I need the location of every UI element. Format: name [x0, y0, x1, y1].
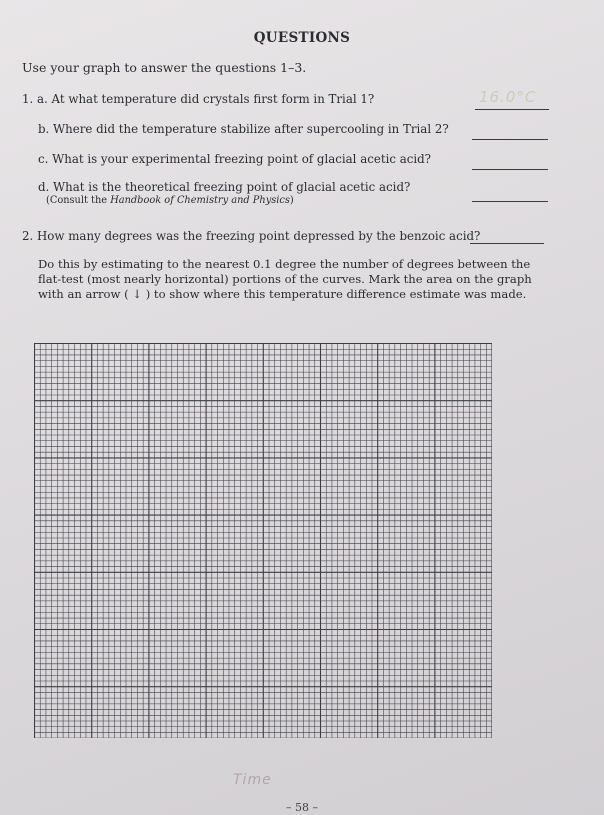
question-1d: d. What is the theoretical freezing point of glacial acetic acid?	[38, 180, 411, 194]
question-2-instructions: Do this by estimating to the nearest 0.1 degree the number of degrees between the flat-test (most nearly horizontal) portions of the curves. Mark the area on the graph with an arrow ( ↓ ) to show where this temperature difference estimate was made.	[38, 257, 532, 301]
grid-lines	[34, 343, 492, 738]
answer-blank-1d[interactable]	[472, 201, 548, 202]
answer-blank-1c[interactable]	[472, 169, 548, 170]
handwritten-time-label: Time	[233, 772, 272, 788]
handwritten-answer-1a: 16.0°C	[479, 88, 537, 106]
page-heading: QUESTIONS	[253, 30, 351, 46]
question-1b: b. Where did the temperature stabilize after supercooling in Trial 2?	[38, 122, 449, 136]
question-1a: 1. a. At what temperature did crystals first form in Trial 1?	[22, 92, 375, 106]
graph-paper-grid[interactable]	[34, 343, 492, 738]
page-number: – 58 –	[286, 801, 318, 814]
intro-text: Use your graph to answer the questions 1–3.	[22, 60, 307, 75]
answer-blank-2[interactable]	[470, 243, 544, 244]
question-1d-note: (Consult the Handbook of Chemistry and Physics)	[46, 195, 294, 206]
answer-blank-1a[interactable]	[475, 109, 549, 110]
answer-blank-1b[interactable]	[472, 139, 548, 140]
question-2: 2. How many degrees was the freezing point depressed by the benzoic acid?	[22, 229, 481, 243]
question-1c: c. What is your experimental freezing point of glacial acetic acid?	[38, 152, 431, 166]
